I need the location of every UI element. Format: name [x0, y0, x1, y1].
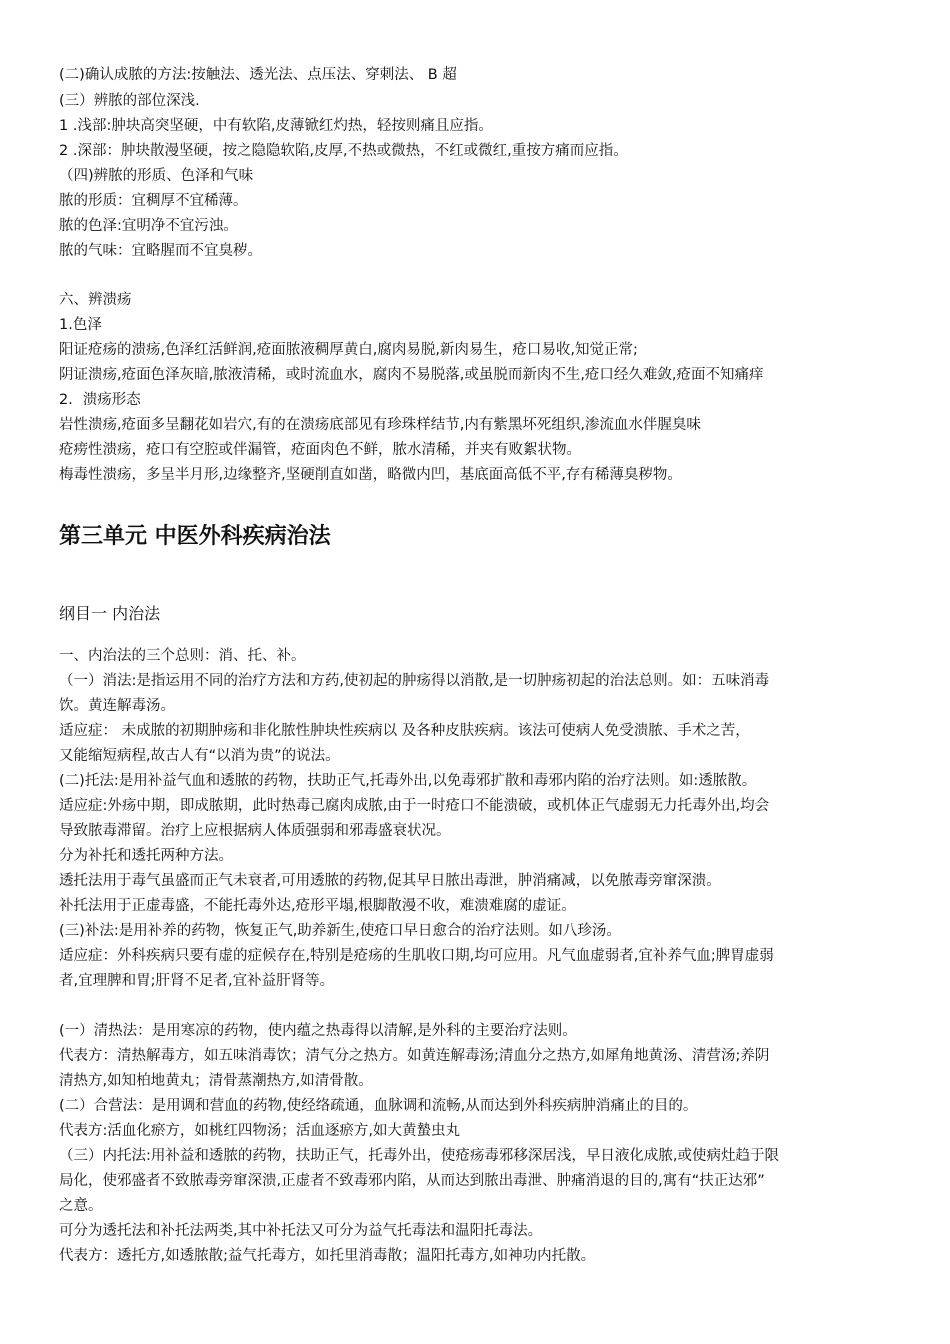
text-line: 阳证疮疡的溃疡,色泽红活鲜润,疮面脓液稠厚黄白,腐肉易脱,新肉易生，疮口易收,知觉正常; — [59, 342, 638, 358]
text-line: 分为补托和透托两种方法。 — [59, 848, 233, 864]
text-line: 之意。 — [59, 1198, 103, 1214]
text-line: 脓的色泽:宜明净不宜污浊。 — [59, 218, 238, 234]
text-line: 又能缩短病程,故古人有“以消为贵”的说法。 — [59, 748, 340, 764]
text-line: 适应症：外科疾病只要有虚的症候存在,特别是疮疡的生肌收口期,均可应用。凡气血虚弱者,宜补养气血;脾胃虚弱 — [59, 948, 774, 964]
text-line: 阴证溃疡,疮面色泽灰暗,脓液清稀，或时流血水，腐肉不易脱落,或虽脱而新肉不生,疮口经久难敛,疮面不知痛痒 — [59, 367, 764, 383]
text-line: （一）消法:是指运用不同的治疗方法和方药,使初起的肿疡得以消散,是一切肿疡初起的治法总则。如：五味消毒 — [59, 673, 770, 689]
text-line: 脓的气味：宜略腥而不宜臭秽。 — [59, 243, 262, 259]
text-line: 脓的形质：宜稠厚不宜稀薄。 — [59, 193, 248, 209]
text-line: 2 .深部：肿块散漫坚硬，按之隐隐软陷,皮厚,不热或微热，不红或微红,重按方痛而应指。 — [59, 143, 628, 159]
text-line: 适应症： 未成脓的初期肿疡和非化脓性肿块性疾病以 及各种皮肤疾病。该法可使病人免受溃脓、手术之苦， — [59, 723, 750, 739]
text-line: (二）合营法：是用调和营血的药物,使经络疏通，血脉调和流畅,从而达到外科疾病肿消痛止的目的。 — [59, 1098, 698, 1114]
text-line: (一）清热法：是用寒凉的药物，使内蕴之热毒得以清解,是外科的主要治疗法则。 — [59, 1023, 577, 1039]
text-line: 代表方：透托方,如透脓散;益气托毒方，如托里消毒散；温阳托毒方,如神功内托散。 — [59, 1248, 596, 1264]
text-line: 岩性溃疡,疮面多呈翻花如岩穴,有的在溃疡底部见有珍珠样结节,内有紫黑坏死组织,渗流血水伴腥臭味 — [59, 417, 701, 433]
text-line: 代表方:活血化瘀方，如桃红四物汤；活血逐瘀方,如大黄蟄虫丸 — [59, 1123, 460, 1139]
text-line: 1.色泽 — [59, 317, 102, 333]
text-line: 者,宜理脾和胃;肝肾不足者,宜补益肝肾等。 — [59, 973, 335, 989]
text-line: （三）内托法:用补益和透脓的药物，扶助正气，托毒外出，使疮疡毒邪移深居浅，早日液化成脓,或使病灶趋于限 — [59, 1148, 779, 1164]
text-line: (三）辨脓的部位深浅. — [59, 93, 200, 109]
outline-subheading: 纲目一 内治法 — [59, 604, 161, 623]
text-line: （四)辨脓的形质、色泽和气味 — [59, 168, 254, 184]
text-line: 可分为透托法和补托法两类,其中补托法又可分为益气托毒法和温阳托毒法。 — [59, 1223, 543, 1239]
text-line: 饮。黄连解毒汤。 — [59, 698, 175, 714]
text-line: 一、内治法的三个总则：消、托、补。 — [59, 648, 306, 664]
text-line: 适应症:外疡中期，即成脓期，此时热毒己腐肉成脓,由于一时疮口不能溃破，或机体正气虚弱无力托毒外出,均会 — [59, 798, 770, 814]
unit-heading: 第三单元 中医外科疾病治法 — [59, 524, 331, 549]
text-line: 代表方：清热解毒方，如五味消毒饮；清气分之热方。如黄连解毒汤;清血分之热方,如犀角地黄汤、清营汤;养阴 — [59, 1048, 770, 1064]
text-line: 导致脓毒滞留。治疗上应根据病人体质强弱和邪毒盛衰状况。 — [59, 823, 451, 839]
text-line: 疮痨性溃疡，疮口有空腔或伴漏管，疮面肉色不鲜，脓水清稀，并夹有败絮状物。 — [59, 442, 581, 458]
text-line: (二)托法:是用补益气血和透脓的药物，扶助正气,托毒外出,以免毒邪扩散和毒邪内陷的治疗法则。如:透脓散。 — [59, 773, 757, 789]
text-line: 补托法用于正虚毒盛，不能托毒外达,疮形平塌,根脚散漫不收，难溃难腐的虚证。 — [59, 898, 576, 914]
text-line: 局化，使邪盛者不致脓毒旁窜深溃,正虚者不致毒邪内陷，从而达到脓出毒泄、肿痛消退的目的,寓有“扶正达邪” — [59, 1173, 765, 1189]
text-line: 透托法用于毒气虽盛而正气未衰者,可用透脓的药物,促其早日脓出毒泄，肿消痛减，以免脓毒旁窜深溃。 — [59, 873, 721, 889]
text-line: 梅毒性溃疡，多呈半月形,边缘整齐,坚硬削直如凿，略微内凹，基底面高低不平,存有稀薄臭秽物。 — [59, 467, 682, 483]
text-line: (三)补法:是用补养的药物，恢复正气,助养新生,使疮口早日愈合的治疗法则。如八珍汤。 — [59, 923, 621, 939]
text-line: (二)确认成脓的方法:按触法、透光法、点压法、穿刺法、 B 超 — [59, 67, 457, 83]
text-line: 清热方,如知柏地黄丸；清骨蒸潮热方,如清骨散。 — [59, 1073, 373, 1089]
text-line: 2．溃疡形态 — [59, 392, 141, 408]
section-title: 六、辨溃疡 — [59, 292, 132, 308]
text-line: 1 .浅部:肿块高突坚硬，中有软陷,皮薄锨红灼热，轻按则痛且应指。 — [59, 118, 493, 134]
